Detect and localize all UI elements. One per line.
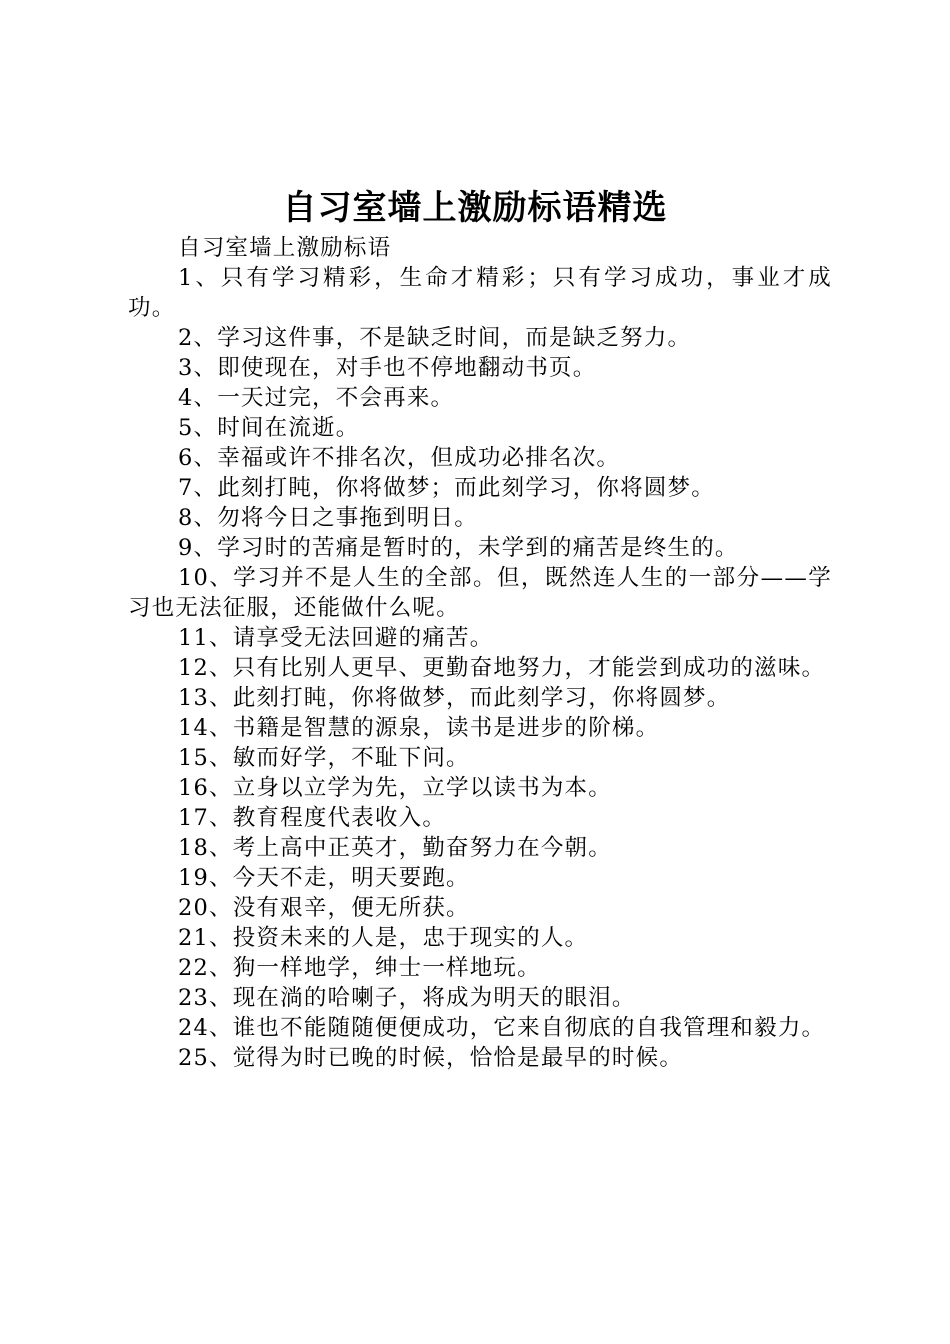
slogan-paragraph-21: 21、投资未来的人是，忠于现实的人。 [178, 925, 589, 951]
slogan-paragraph-19: 19、今天不走，明天要跑。 [178, 865, 470, 891]
slogan-paragraph-9: 9、学习时的苦痛是暂时的，未学到的痛苦是终生的。 [178, 535, 739, 561]
slogan-paragraph-13: 13、此刻打盹，你将做梦，而此刻学习，你将圆梦。 [178, 685, 731, 711]
slogan-paragraph-14: 14、书籍是智慧的源泉，读书是进步的阶梯。 [178, 715, 660, 741]
slogan-paragraph-1: 1、只有学习精彩，生命才精彩；只有学习成功，事业才成功。 [128, 265, 832, 321]
slogan-paragraph-22: 22、狗一样地学，绅士一样地玩。 [178, 955, 541, 981]
slogan-paragraph-3: 3、即使现在，对手也不停地翻动书页。 [178, 355, 597, 381]
slogan-paragraph-18: 18、考上高中正英才，勤奋努力在今朝。 [178, 835, 612, 861]
slogan-paragraph-12: 12、只有比别人更早、更勤奋地努力，才能尝到成功的滋味。 [178, 655, 826, 681]
slogan-paragraph-17: 17、教育程度代表收入。 [178, 805, 447, 831]
slogan-paragraph-15: 15、敏而好学，不耻下问。 [178, 745, 470, 771]
slogan-paragraph-16: 16、立身以立学为先，立学以读书为本。 [178, 775, 612, 801]
slogan-paragraph-10: 10、学习并不是人生的全部。但，既然连人生的一部分——学习也无法征服，还能做什么呢。 [128, 565, 832, 621]
slogan-paragraph-24: 24、谁也不能随随便便成功，它来自彻底的自我管理和毅力。 [178, 1015, 826, 1041]
slogan-paragraph-2: 2、学习这件事，不是缺乏时间，而是缺乏努力。 [178, 325, 692, 351]
slogan-paragraph-23: 23、现在淌的哈喇子，将成为明天的眼泪。 [178, 985, 636, 1011]
slogan-paragraph-20: 20、没有艰辛，便无所获。 [178, 895, 470, 921]
slogan-paragraph-7: 7、此刻打盹，你将做梦；而此刻学习，你将圆梦。 [178, 475, 715, 501]
slogan-paragraph-5: 5、时间在流逝。 [178, 415, 360, 441]
slogan-paragraph-8: 8、勿将今日之事拖到明日。 [178, 505, 478, 531]
slogan-paragraph-11: 11、请享受无法回避的痛苦。 [178, 625, 494, 651]
document-title: 自习室墙上激励标语精选 [282, 188, 668, 228]
slogan-paragraph-25: 25、觉得为时已晚的时候，恰恰是最早的时候。 [178, 1045, 684, 1071]
slogan-paragraph-4: 4、一天过完，不会再来。 [178, 385, 455, 411]
slogan-paragraph-6: 6、幸福或许不排名次，但成功必排名次。 [178, 445, 621, 471]
document-body [128, 233, 832, 1073]
subtitle-paragraph: 自习室墙上激励标语 [178, 235, 392, 261]
